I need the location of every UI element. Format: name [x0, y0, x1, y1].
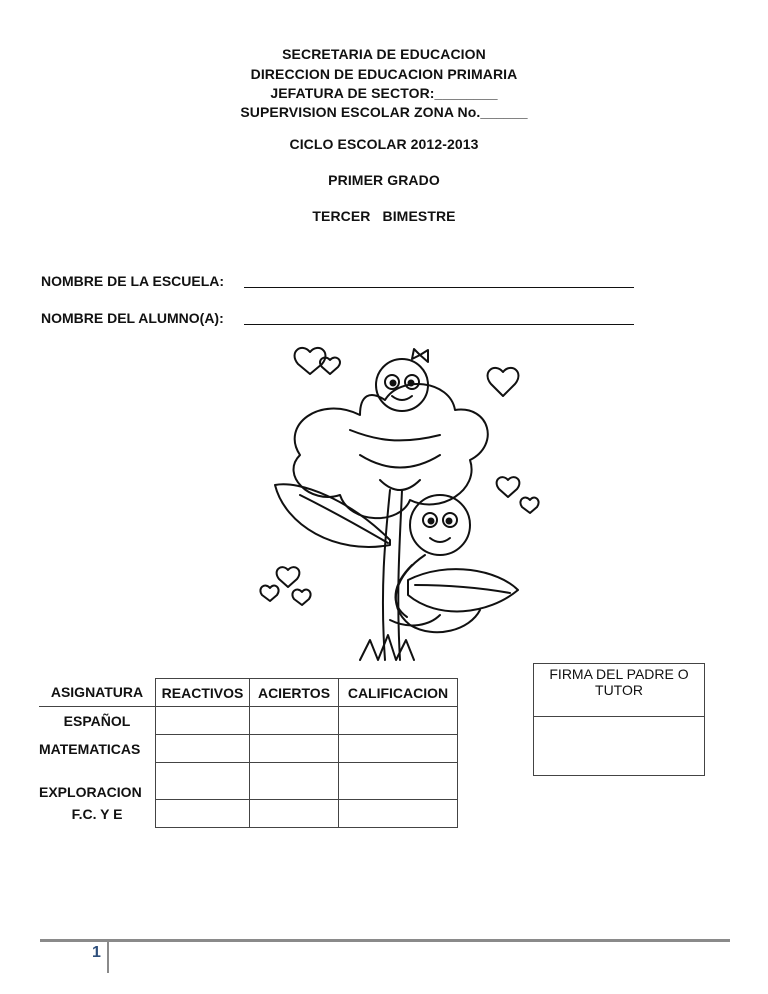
heart-icon: [320, 358, 340, 374]
header-direccion: DIRECCION DE EDUCACION PRIMARIA: [250, 66, 518, 82]
header-ciclo: CICLO ESCOLAR 2012-2013: [289, 136, 479, 152]
table-cell[interactable]: [250, 707, 339, 735]
heart-icon: [520, 498, 538, 513]
table-cell[interactable]: [339, 800, 458, 828]
school-name-line[interactable]: [244, 287, 634, 288]
student-name-label: NOMBRE DEL ALUMNO(A):: [41, 310, 224, 326]
subject-matematicas: MATEMATICAS: [39, 740, 141, 757]
header-aciertos: ACIERTOS: [250, 679, 339, 707]
table-cell[interactable]: [156, 707, 250, 735]
heart-icon: [277, 567, 300, 587]
subject-exploracion: EXPLORACION: [39, 783, 142, 800]
header-grado: PRIMER GRADO: [328, 172, 440, 188]
grades-table: [39, 678, 458, 828]
flower-caterpillar-illustration: [240, 330, 540, 670]
table-cell[interactable]: [250, 735, 339, 763]
student-name-line[interactable]: [244, 324, 634, 325]
header-asignatura: ASIGNATURA: [39, 679, 156, 707]
table-cell[interactable]: [339, 707, 458, 735]
heart-icon: [292, 590, 310, 605]
table-cell[interactable]: [156, 800, 250, 828]
heart-icon: [488, 368, 519, 396]
school-name-label: NOMBRE DE LA ESCUELA:: [41, 273, 225, 289]
parent-signature-label: FIRMA DEL PADRE O TUTOR: [534, 664, 705, 717]
table-cell[interactable]: [156, 763, 250, 800]
header-jefatura: JEFATURA DE SECTOR:________: [270, 85, 498, 101]
table-cell[interactable]: [250, 800, 339, 828]
subject-fcye: F.C. Y E: [71, 805, 123, 822]
table-cell[interactable]: [339, 763, 458, 800]
header-bimestre: TERCER BIMESTRE: [312, 208, 456, 224]
heart-icon: [260, 586, 278, 601]
header-secretaria: SECRETARIA DE EDUCACION: [282, 46, 486, 62]
page-number-divider: [107, 941, 109, 973]
header-supervision: SUPERVISION ESCOLAR ZONA No.______: [240, 104, 528, 120]
table-cell[interactable]: [250, 763, 339, 800]
table-cell[interactable]: [339, 735, 458, 763]
header-calificacion: CALIFICACION: [339, 679, 458, 707]
parent-signature-box: [533, 663, 705, 776]
heart-icon: [497, 477, 520, 497]
table-cell[interactable]: [156, 735, 250, 763]
header-reactivos: REACTIVOS: [156, 679, 250, 707]
parent-signature-field[interactable]: [534, 717, 705, 776]
subject-espanol: ESPAÑOL: [63, 712, 131, 729]
page-number: 1: [92, 944, 101, 961]
footer-divider: [40, 939, 730, 942]
